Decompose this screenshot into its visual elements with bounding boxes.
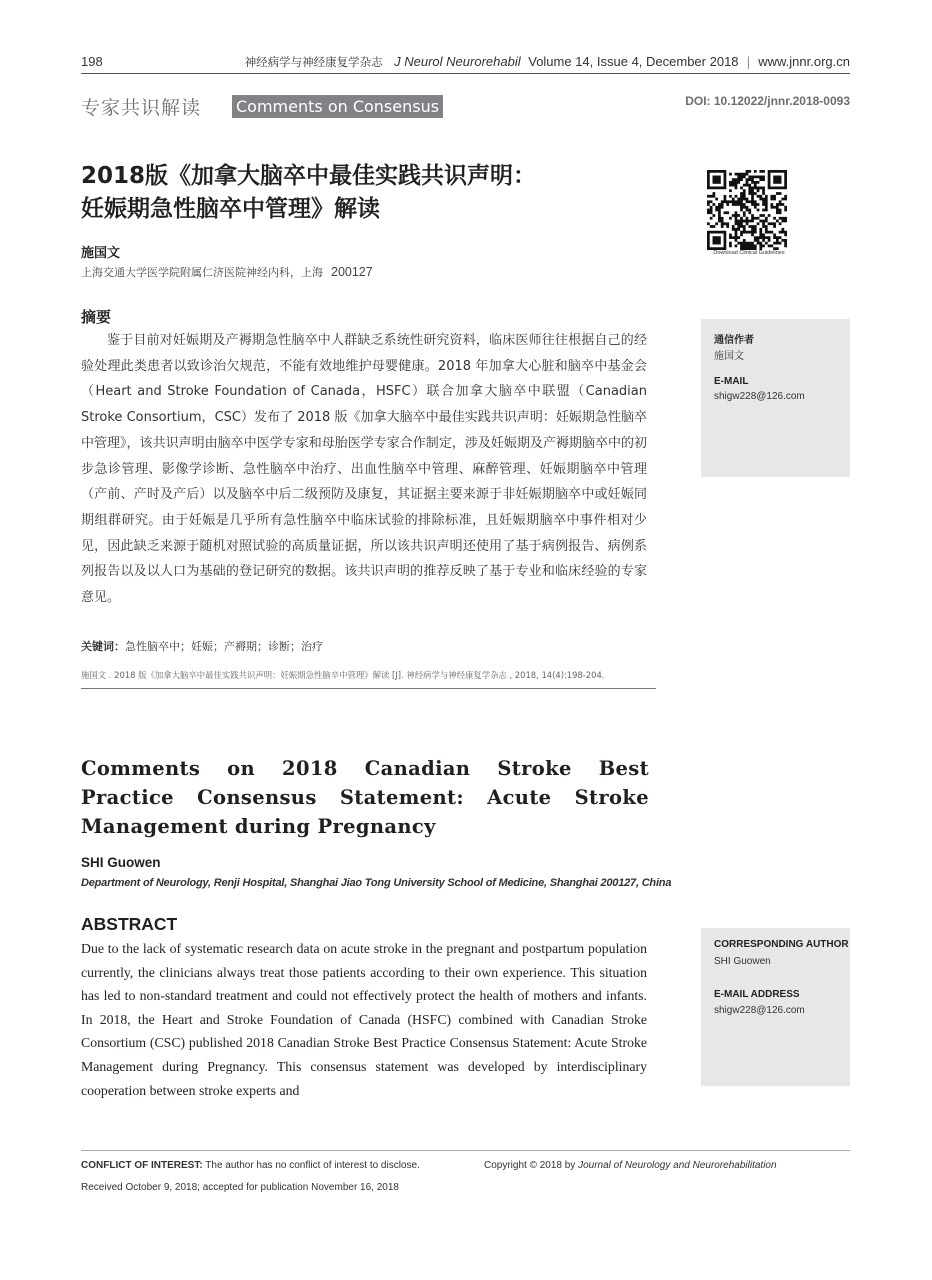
qr-code[interactable] [707,170,787,250]
title-cn-line-1: 2018版《加拿大脑卒中最佳实践共识声明： [81,163,537,189]
article-title-cn [81,160,641,226]
corr-author-label-en: CORRESPONDING AUTHOR [714,939,849,950]
corresponding-author-box-cn [701,319,850,477]
journal-name-cn: 神经病学与神经康复学杂志 [244,55,383,69]
corr-author-name-en: SHI Guowen [714,956,771,967]
title-cn-line-2: 妊娠期急性脑卒中管理》解读 [81,196,380,222]
qr-caption: Download Clinical Guidelines [713,250,785,256]
corr-author-name-cn: 施国文 [714,351,744,362]
keywords-list: 急性脑卒中；妊娠；产褥期；诊断；治疗 [125,640,323,653]
abstract-en: Due to the lack of systematic research data on acute stroke in the pregnant and postpartum population currently, the clinicians always treat those patients according to their own experience. This situation has led to non-standard treatment and could not effectively protect the health of mothers and infants. In 2018, the Heart and Stroke Foundation of Canada (HSFC) combined with Canadian Stroke Consortium (CSC) published 2018 Canadian Stroke Best Practice Consensus Statement: Acute Stroke Management during Pregnancy. This consensus statement was developed by interdisciplinary cooperation between stroke experts and [81,941,647,1098]
email-label-cn: E-MAIL [714,376,749,387]
article-title-en: Comments on 2018 Canadian Stroke Best Practice Consensus Statement: Acute Stroke Management during Pregnancy [81,757,649,838]
volume-issue: Volume 14, Issue 4, December 2018 [528,54,739,69]
running-head [245,54,850,70]
keywords-cn [81,638,323,654]
corresponding-author-box-en [701,928,850,1086]
coi-label: CONFLICT OF INTEREST: [81,1160,203,1171]
affiliation-en: Department of Neurology, Renji Hospital, Shanghai Jiao Tong University School of Medicine, Shanghai 200127, China [81,877,672,889]
page-number: 198 [81,54,103,69]
copyright [484,1160,777,1171]
email-label-en: E-MAIL ADDRESS [714,989,800,1000]
author-en: SHI Guowen [81,855,161,870]
qr-finder-pattern [707,231,726,250]
author-cn: 施国文 [81,246,121,261]
doi[interactable]: DOI: 10.12022/jnnr.2018-0093 [685,94,850,108]
affiliation-cn-text: 上海交通大学医学院附属仁济医院神经内科，上海 [81,266,323,279]
email-en[interactable]: shigw228@126.com [714,1005,805,1016]
journal-website[interactable]: www.jnnr.org.cn [758,54,850,69]
section-label-cn: 专家共识解读 [81,97,202,119]
keywords-label: 关键词： [81,640,125,653]
footer-divider [81,1150,850,1151]
received-dates: Received October 9, 2018; accepted for publication November 16, 2018 [81,1182,399,1193]
qr-finder-pattern [707,170,726,189]
citation-divider [81,688,656,689]
affiliation-cn [81,264,373,280]
conflict-of-interest [81,1160,420,1171]
postcode: 200127 [331,265,373,279]
section-label-en: Comments on Consensus [232,95,443,118]
copyright-journal: Journal of Neurology and Neurorehabilitation [578,1160,777,1171]
journal-abbreviation: J Neurol Neurorehabil [394,54,521,69]
coi-text: The author has no conflict of interest to disclose. [205,1160,420,1171]
citation-cn: 施国文 . 2018 版《加拿大脑卒中最佳实践共识声明：妊娠期急性脑卒中管理》解读 [J]. 神经病学与神经康复学杂志 , 2018, 14(4):198-204. [81,670,605,680]
abstract-heading-en: ABSTRACT [81,914,178,934]
qr-finder-pattern [768,170,787,189]
header-divider [81,73,850,74]
copyright-prefix: Copyright © 2018 by [484,1160,576,1171]
corr-author-label-cn: 通信作者 [714,335,754,346]
email-cn[interactable]: shigw228@126.com [714,391,805,402]
abstract-cn: 鉴于目前对妊娠期及产褥期急性脑卒中人群缺乏系统性研究资料，临床医师往往根据自己的经验处理此类患者以致诊治欠规范，不能有效地维护母婴健康。2018 年加拿大心脏和脑卒中基金会（Heart and Stroke Foundation of Canada，HSFC）联合加拿大脑卒中联盟（Canadian Stroke Consortium，CSC）发布了 2018 版《加拿大脑卒中最佳实践共识声明：妊娠期急性脑卒中管理》，该共识声明由脑卒中医学专家和母胎医学专家合作制定，涉及妊娠期及产褥期脑卒中的初步急诊管理、影像学诊断、急性脑卒中治疗、出血性脑卒中管理、麻醉管理、妊娠期脑卒中管理（产前、产时及产后）以及脑卒中后二级预防及康复，其证据主要来源于非妊娠期脑卒中或妊娠同期组群研究。由于妊娠是几乎所有急性脑卒中临床试验的排除标准，且妊娠期脑卒中事件相对少见，因此缺乏来源于随机对照试验的高质量证据，所以该共识声明还使用了基于病例报告、病例系列报告以及以人口为基础的登记研究的数据。该共识声明的推荐反映了基于专业和临床经验的专家意见。 [81,333,647,606]
abstract-heading-cn: 摘要 [81,308,112,326]
header-separator: | [746,55,751,69]
